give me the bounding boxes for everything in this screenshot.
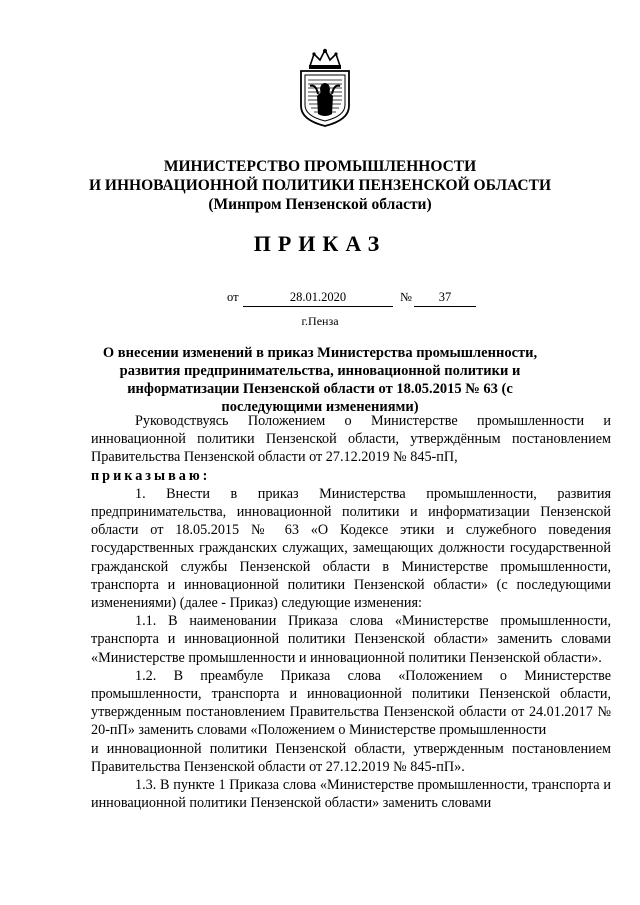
order-title: О внесении изменений в приказ Министерства промышленности, развития предпринимательства, инновационной политики и информатизации Пензенской области от 18.05.2015 № 63 (с последующими изменениями) [102,345,538,415]
city-name: г.Пенза [301,314,339,328]
date-prefix: от [227,290,239,304]
organization-short-name: (Минпром Пензенской области) [208,196,432,213]
organization-line-2: И ИННОВАЦИОННОЙ ПОЛИТИКИ ПЕНЗЕНСКОЙ ОБЛАСТИ [88,177,552,194]
paragraph-item-1: 1. Внести в приказ Министерства промышленности, развития предпринимательства, инновационной политики и информатизации Пензенской области от 18.05.2015 № 63 «О Кодексе этики и служебного поведения государственных гражданских служащих, замещающих должности государственной гражданской службы Пензенской области в Министерстве промышленности, транспорта и инновационной политики Пензенской области» (с последующими изменениями) (далее - Приказ) следующие изменения: [91,485,611,612]
order-word-line [91,467,611,485]
paragraph-preamble [91,412,611,467]
number-prefix: № [400,290,412,304]
coat-of-arms-emblem [296,48,354,128]
document-body [91,412,611,812]
organization-line-1: МИНИСТЕРСТВО ПРОМЫШЛЕННОСТИ [163,158,477,175]
paragraph-item-1-2: 1.2. В преамбуле Приказа слова «Положением о Министерстве промышленности, транспорта и инновационной политики Пензенской области, утвержденным постановлением Правительства Пензенской области от 24.01.2017 № 20-пП» заменить словами «Положением о Министерстве промышленности [91,667,611,739]
paragraph-item-1-3: 1.3. В пункте 1 Приказа слова «Министерстве промышленности, транспорта и инновационной политики Пензенской области» заменить словами [91,777,611,812]
document-date: 28.01.2020 [243,290,393,307]
paragraph-item-1-1: 1.1. В наименовании Приказа слова «Министерстве промышленности, транспорта и инновационной политики Пензенской области» заменить словами «Министерстве промышленности и инновационной политики Пензенской области». [91,613,611,666]
paragraph-item-1-2-continued: и инновационной политики Пензенской области, утвержденным постановлением Правительства Пензенской области от 27.12.2019 № 845-пП». [91,740,611,775]
order-word: приказываю: [91,467,211,484]
document-type-heading: ПРИКАЗ [253,231,387,256]
document-number: 37 [414,290,476,307]
preamble-text: Руководствуясь Положением о Министерстве промышленности и инновационной политики Пензенской области, утверждённым постановлением Правительства Пензенской области от 27.12.2019 № 845-пП, [91,413,611,466]
organization-name [0,157,640,214]
